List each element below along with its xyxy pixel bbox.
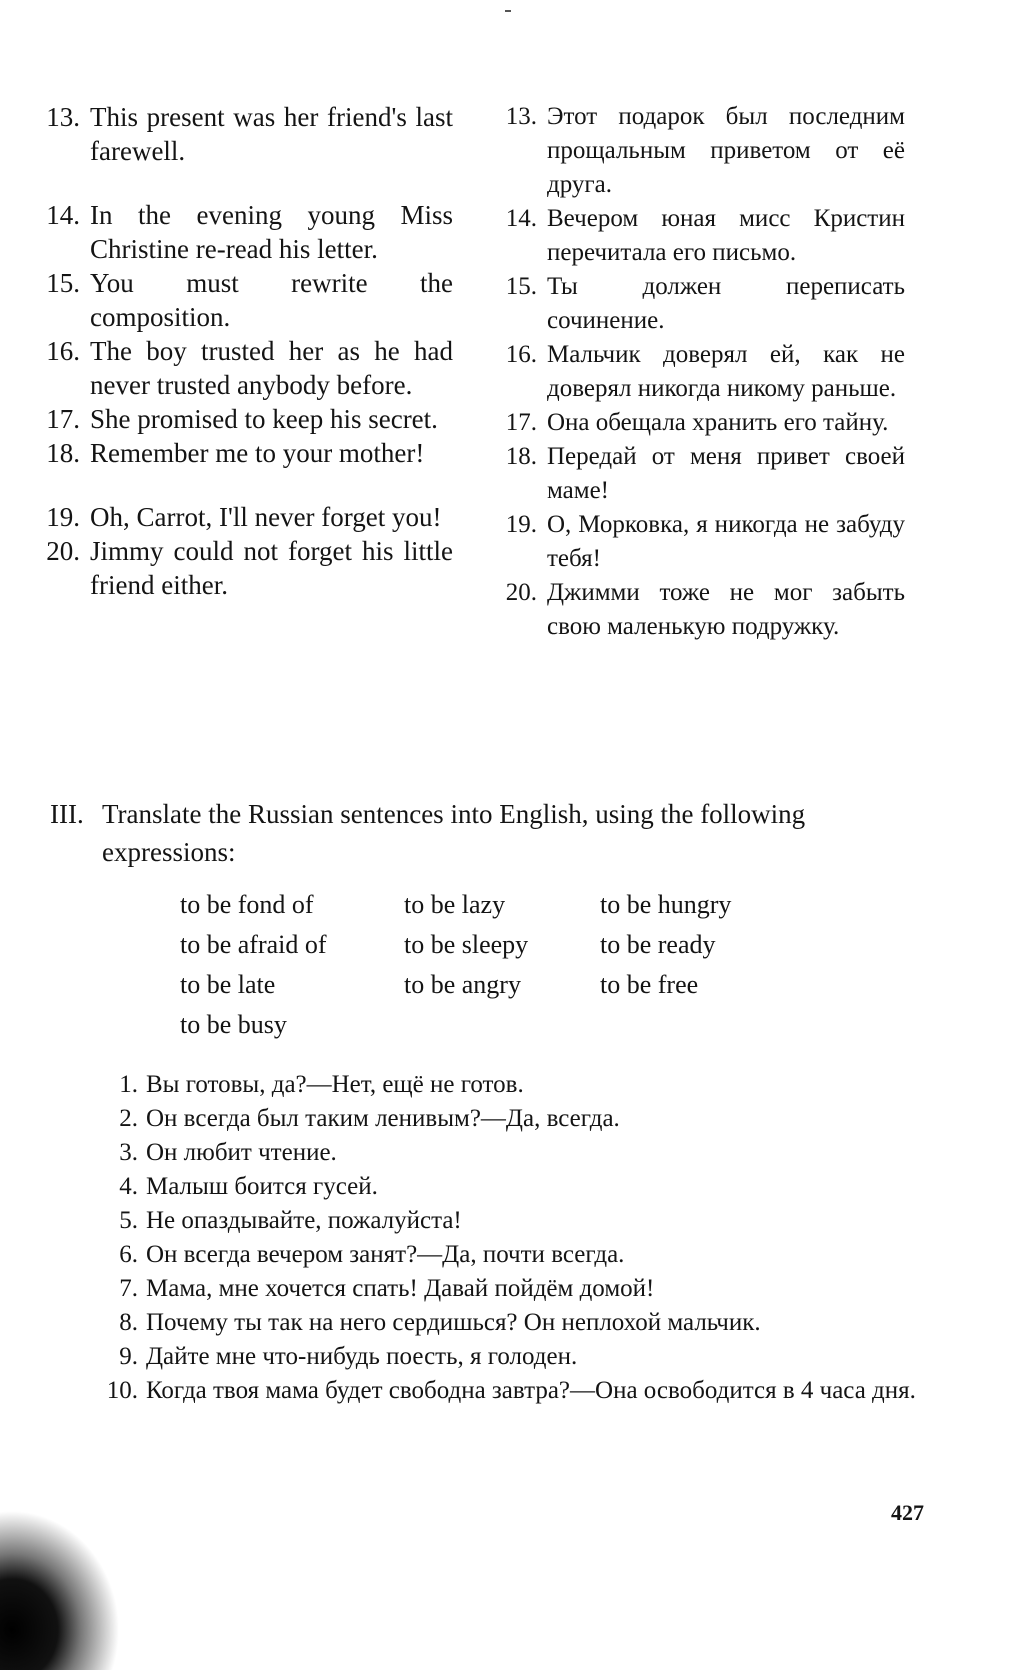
exercise-item bbox=[100, 1238, 930, 1272]
item-text: Малыш боится гусей. bbox=[146, 1173, 378, 1200]
russian-item-16 bbox=[495, 338, 905, 406]
expression: to be lazy bbox=[404, 890, 506, 919]
exercise-item bbox=[100, 1170, 930, 1204]
item-number: 20. bbox=[505, 579, 537, 606]
item-text: Передай от меня привет своей маме! bbox=[547, 443, 905, 504]
exercise-item bbox=[100, 1306, 930, 1340]
exercise-item bbox=[100, 1272, 930, 1306]
item-number: 8. bbox=[119, 1309, 138, 1336]
exercise-item bbox=[100, 1340, 930, 1374]
expression: to be late bbox=[180, 970, 276, 999]
expression: to be afraid of bbox=[180, 930, 327, 959]
item-number: 17. bbox=[505, 409, 537, 436]
expression: to be fond of bbox=[180, 890, 314, 919]
english-item-15 bbox=[38, 266, 453, 334]
english-item-17 bbox=[38, 402, 453, 436]
russian-item-13 bbox=[495, 100, 905, 202]
item-text: Oh, Carrot, I'll never forget you! bbox=[90, 502, 442, 532]
item-text: Мальчик доверял ей, как не доверял никогда никому раньше. bbox=[547, 341, 905, 402]
item-number: 16. bbox=[505, 341, 537, 368]
exercise-section-heading bbox=[50, 795, 910, 871]
russian-item-19 bbox=[495, 508, 905, 576]
item-text: Когда твоя мама будет свободна завтра?—Она освободится в 4 часа дня. bbox=[146, 1377, 916, 1404]
item-number: 4. bbox=[119, 1173, 138, 1200]
item-number: 10. bbox=[106, 1377, 138, 1404]
russian-item-15 bbox=[495, 270, 905, 338]
item-number: 2. bbox=[119, 1105, 138, 1132]
item-text: Джимми тоже не мог забыть свою маленькую подружку. bbox=[547, 579, 905, 640]
scan-mark bbox=[505, 10, 511, 12]
page-number: 427 bbox=[891, 1500, 924, 1525]
item-number: 15. bbox=[505, 273, 537, 300]
expressions-list bbox=[180, 887, 800, 1043]
item-text: Remember me to your mother! bbox=[90, 438, 425, 468]
russian-item-18 bbox=[495, 440, 905, 508]
item-text: Jimmy could not forget his little friend either. bbox=[90, 536, 453, 600]
item-number: 15. bbox=[46, 268, 80, 298]
item-number: 1. bbox=[119, 1071, 138, 1098]
russian-item-20 bbox=[495, 576, 905, 644]
item-text: In the evening young Miss Christine re-read his letter. bbox=[90, 200, 453, 264]
exercise-item bbox=[100, 1068, 930, 1102]
russian-item-17 bbox=[495, 406, 905, 440]
russian-sentences-column bbox=[495, 100, 905, 644]
english-item-16 bbox=[38, 334, 453, 402]
item-text: Этот подарок был последним прощальным приветом от её друга. bbox=[547, 103, 905, 198]
item-text: The boy trusted her as he had never trusted anybody before. bbox=[90, 336, 453, 400]
item-text: Вечером юная мисс Кристин перечитала его письмо. bbox=[547, 205, 905, 266]
item-text: Мама, мне хочется спать! Давай пойдём домой! bbox=[146, 1275, 655, 1302]
scan-shadow bbox=[0, 1510, 120, 1670]
item-number: 14. bbox=[46, 200, 80, 230]
item-text: Он всегда вечером занят?—Да, почти всегда. bbox=[146, 1241, 625, 1268]
english-item-13 bbox=[38, 100, 453, 168]
exercise-item bbox=[100, 1374, 930, 1408]
item-text: She promised to keep his secret. bbox=[90, 404, 438, 434]
item-number: 14. bbox=[505, 205, 537, 232]
item-text: Не опаздывайте, пожалуйста! bbox=[146, 1207, 462, 1234]
exercise-item bbox=[100, 1204, 930, 1238]
english-item-14 bbox=[38, 198, 453, 266]
item-number: 18. bbox=[46, 438, 80, 468]
expression: to be ready bbox=[600, 930, 716, 959]
item-number: 13. bbox=[505, 103, 537, 130]
item-text: Вы готовы, да?—Нет, ещё не готов. bbox=[146, 1071, 524, 1098]
item-number: 7. bbox=[119, 1275, 138, 1302]
item-text: You must rewrite the composition. bbox=[90, 268, 453, 332]
item-text: Он любит чтение. bbox=[146, 1139, 337, 1166]
expression: to be angry bbox=[404, 970, 521, 999]
item-number: 20. bbox=[46, 536, 80, 566]
english-item-19 bbox=[38, 500, 453, 534]
item-number: 18. bbox=[505, 443, 537, 470]
item-number: 17. bbox=[46, 404, 80, 434]
item-number: 9. bbox=[119, 1343, 138, 1370]
item-text: Он всегда был таким ленивым?—Да, всегда. bbox=[146, 1105, 620, 1132]
item-text: This present was her friend's last farewell. bbox=[90, 102, 453, 166]
english-item-18 bbox=[38, 436, 453, 470]
item-text: Почему ты так на него сердишься? Он неплохой мальчик. bbox=[146, 1309, 761, 1336]
russian-item-14 bbox=[495, 202, 905, 270]
item-number: 16. bbox=[46, 336, 80, 366]
english-sentences-column bbox=[38, 100, 453, 602]
item-text: Она обещала хранить его тайну. bbox=[547, 409, 889, 436]
expression: to be sleepy bbox=[404, 930, 529, 959]
exercise-item bbox=[100, 1136, 930, 1170]
section-number: III. bbox=[50, 799, 84, 829]
item-number: 19. bbox=[505, 511, 537, 538]
section-instruction: Translate the Russian sentences into English, using the following expressions: bbox=[102, 799, 806, 867]
expression: to be hungry bbox=[600, 890, 732, 919]
russian-exercise-list bbox=[100, 1068, 930, 1408]
item-text: Ты должен переписать сочинение. bbox=[547, 273, 905, 334]
item-number: 19. bbox=[46, 502, 80, 532]
item-text: О, Морковка, я никогда не забуду тебя! bbox=[547, 511, 905, 572]
item-number: 5. bbox=[119, 1207, 138, 1234]
item-number: 3. bbox=[119, 1139, 138, 1166]
item-number: 6. bbox=[119, 1241, 138, 1268]
exercise-item bbox=[100, 1102, 930, 1136]
expression: to be free bbox=[600, 970, 699, 999]
english-item-20 bbox=[38, 534, 453, 602]
item-text: Дайте мне что-нибудь поесть, я голоден. bbox=[146, 1343, 578, 1370]
expression: to be busy bbox=[180, 1010, 287, 1039]
item-number: 13. bbox=[46, 102, 80, 132]
